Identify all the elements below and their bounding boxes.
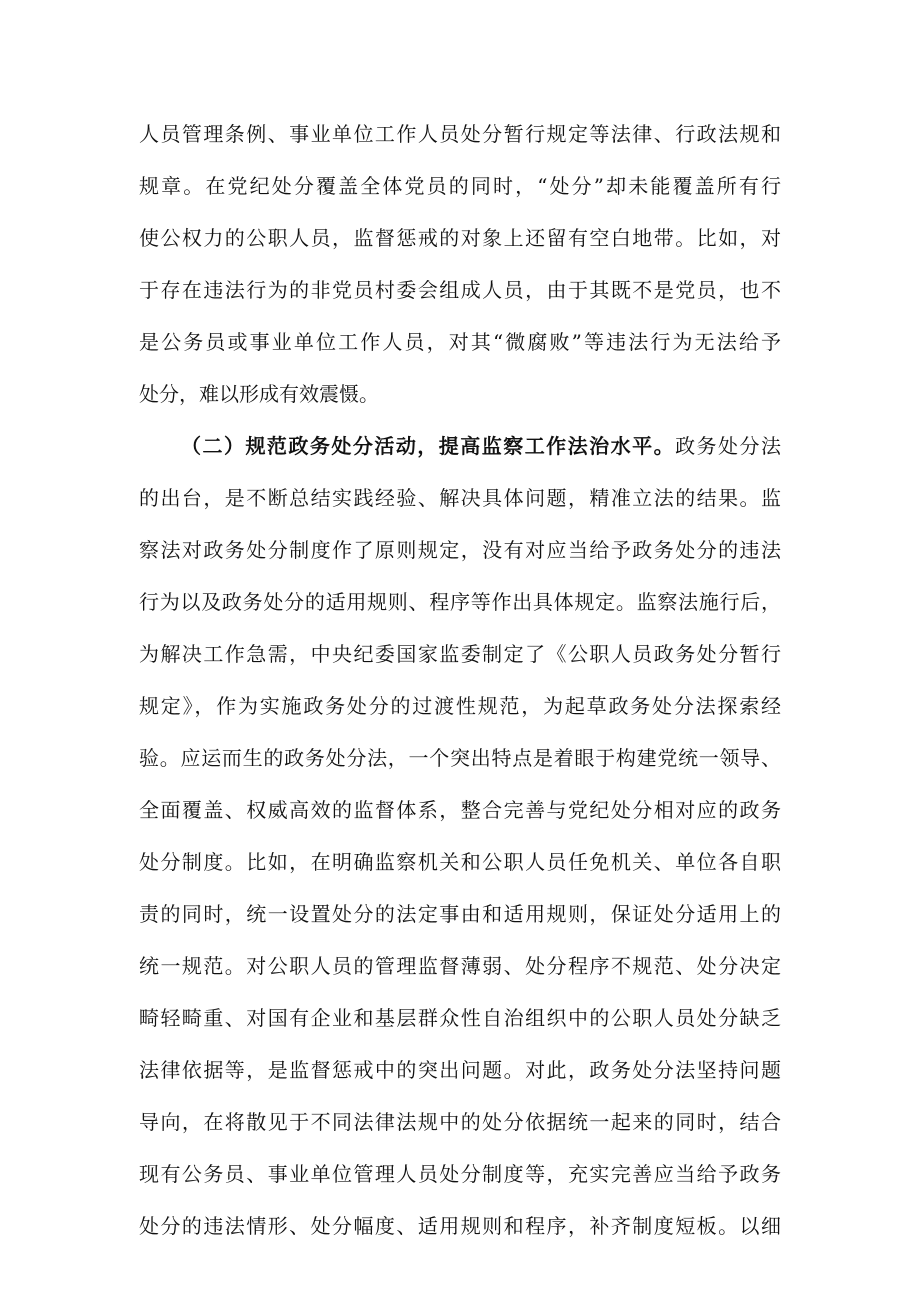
paragraph-2-line-6: 规定》，作为实施政务处分的过渡性规范，为起草政务处分法探索经 (139, 694, 781, 718)
paragraph-1-line-6: 处分，难以形成有效震慑。 (139, 382, 379, 406)
paragraph-1-line-4: 于存在违法行为的非党员村委会组成人员，由于其既不是党员，也不 (139, 278, 781, 302)
paragraph-1-line-3: 使公权力的公职人员，监督惩戒的对象上还留有空白地带。比如，对 (139, 226, 781, 250)
paragraph-2-line-11: 统一规范。对公职人员的管理监督薄弱、处分程序不规范、处分决定 (139, 954, 781, 978)
paragraph-2-line-5: 为解决工作急需，中央纪委国家监委制定了《公职人员政务处分暂行 (139, 642, 781, 666)
paragraph-2-line-10: 责的同时，统一设置处分的法定事由和适用规则，保证处分适用上的 (139, 902, 781, 926)
paragraph-2-line-13: 法律依据等，是监督惩戒中的突出问题。对此，政务处分法坚持问题 (139, 1058, 781, 1082)
paragraph-2-line-8: 全面覆盖、权威高效的监督体系，整合完善与党纪处分相对应的政务 (139, 798, 781, 822)
paragraph-2-line-7: 验。应运而生的政务处分法，一个突出特点是着眼于构建党统一领导、 (139, 746, 781, 770)
paragraph-2-line-15: 现有公务员、事业单位管理人员处分制度等，充实完善应当给予政务 (139, 1162, 781, 1186)
paragraph-2-line-14: 导向，在将散见于不同法律法规中的处分依据统一起来的同时，结合 (139, 1110, 781, 1134)
paragraph-2-line-3: 察法对政务处分制度作了原则规定，没有对应当给予政务处分的违法 (139, 538, 781, 562)
paragraph-2-first-line (181, 426, 781, 466)
paragraph-1-line-1: 人员管理条例、事业单位工作人员处分暂行规定等法律、行政法规和 (139, 122, 781, 146)
paragraph-1-line-2: 规章。在党纪处分覆盖全体党员的同时，“处分”却未能覆盖所有行 (139, 174, 781, 198)
paragraph-2-first-line-rest: 政务处分法 (675, 434, 782, 458)
section-heading: （二）规范政务处分活动，提高监察工作法治水平。 (181, 434, 676, 458)
paragraph-2-line-9: 处分制度。比如，在明确监察机关和公职人员任免机关、单位各自职 (139, 850, 781, 874)
paragraph-2-line-4: 行为以及政务处分的适用规则、程序等作出具体规定。监察法施行后， (139, 590, 781, 614)
paragraph-2-line-2: 的出台，是不断总结实践经验、解决具体问题，精准立法的结果。监 (139, 486, 781, 510)
paragraph-2-line-12: 畸轻畸重、对国有企业和基层群众性自治组织中的公职人员处分缺乏 (139, 1006, 781, 1030)
paragraph-2-line-16: 处分的违法情形、处分幅度、适用规则和程序，补齐制度短板。以细 (139, 1214, 781, 1238)
paragraph-1-line-5: 是公务员或事业单位工作人员，对其“微腐败”等违法行为无法给予 (139, 330, 781, 354)
